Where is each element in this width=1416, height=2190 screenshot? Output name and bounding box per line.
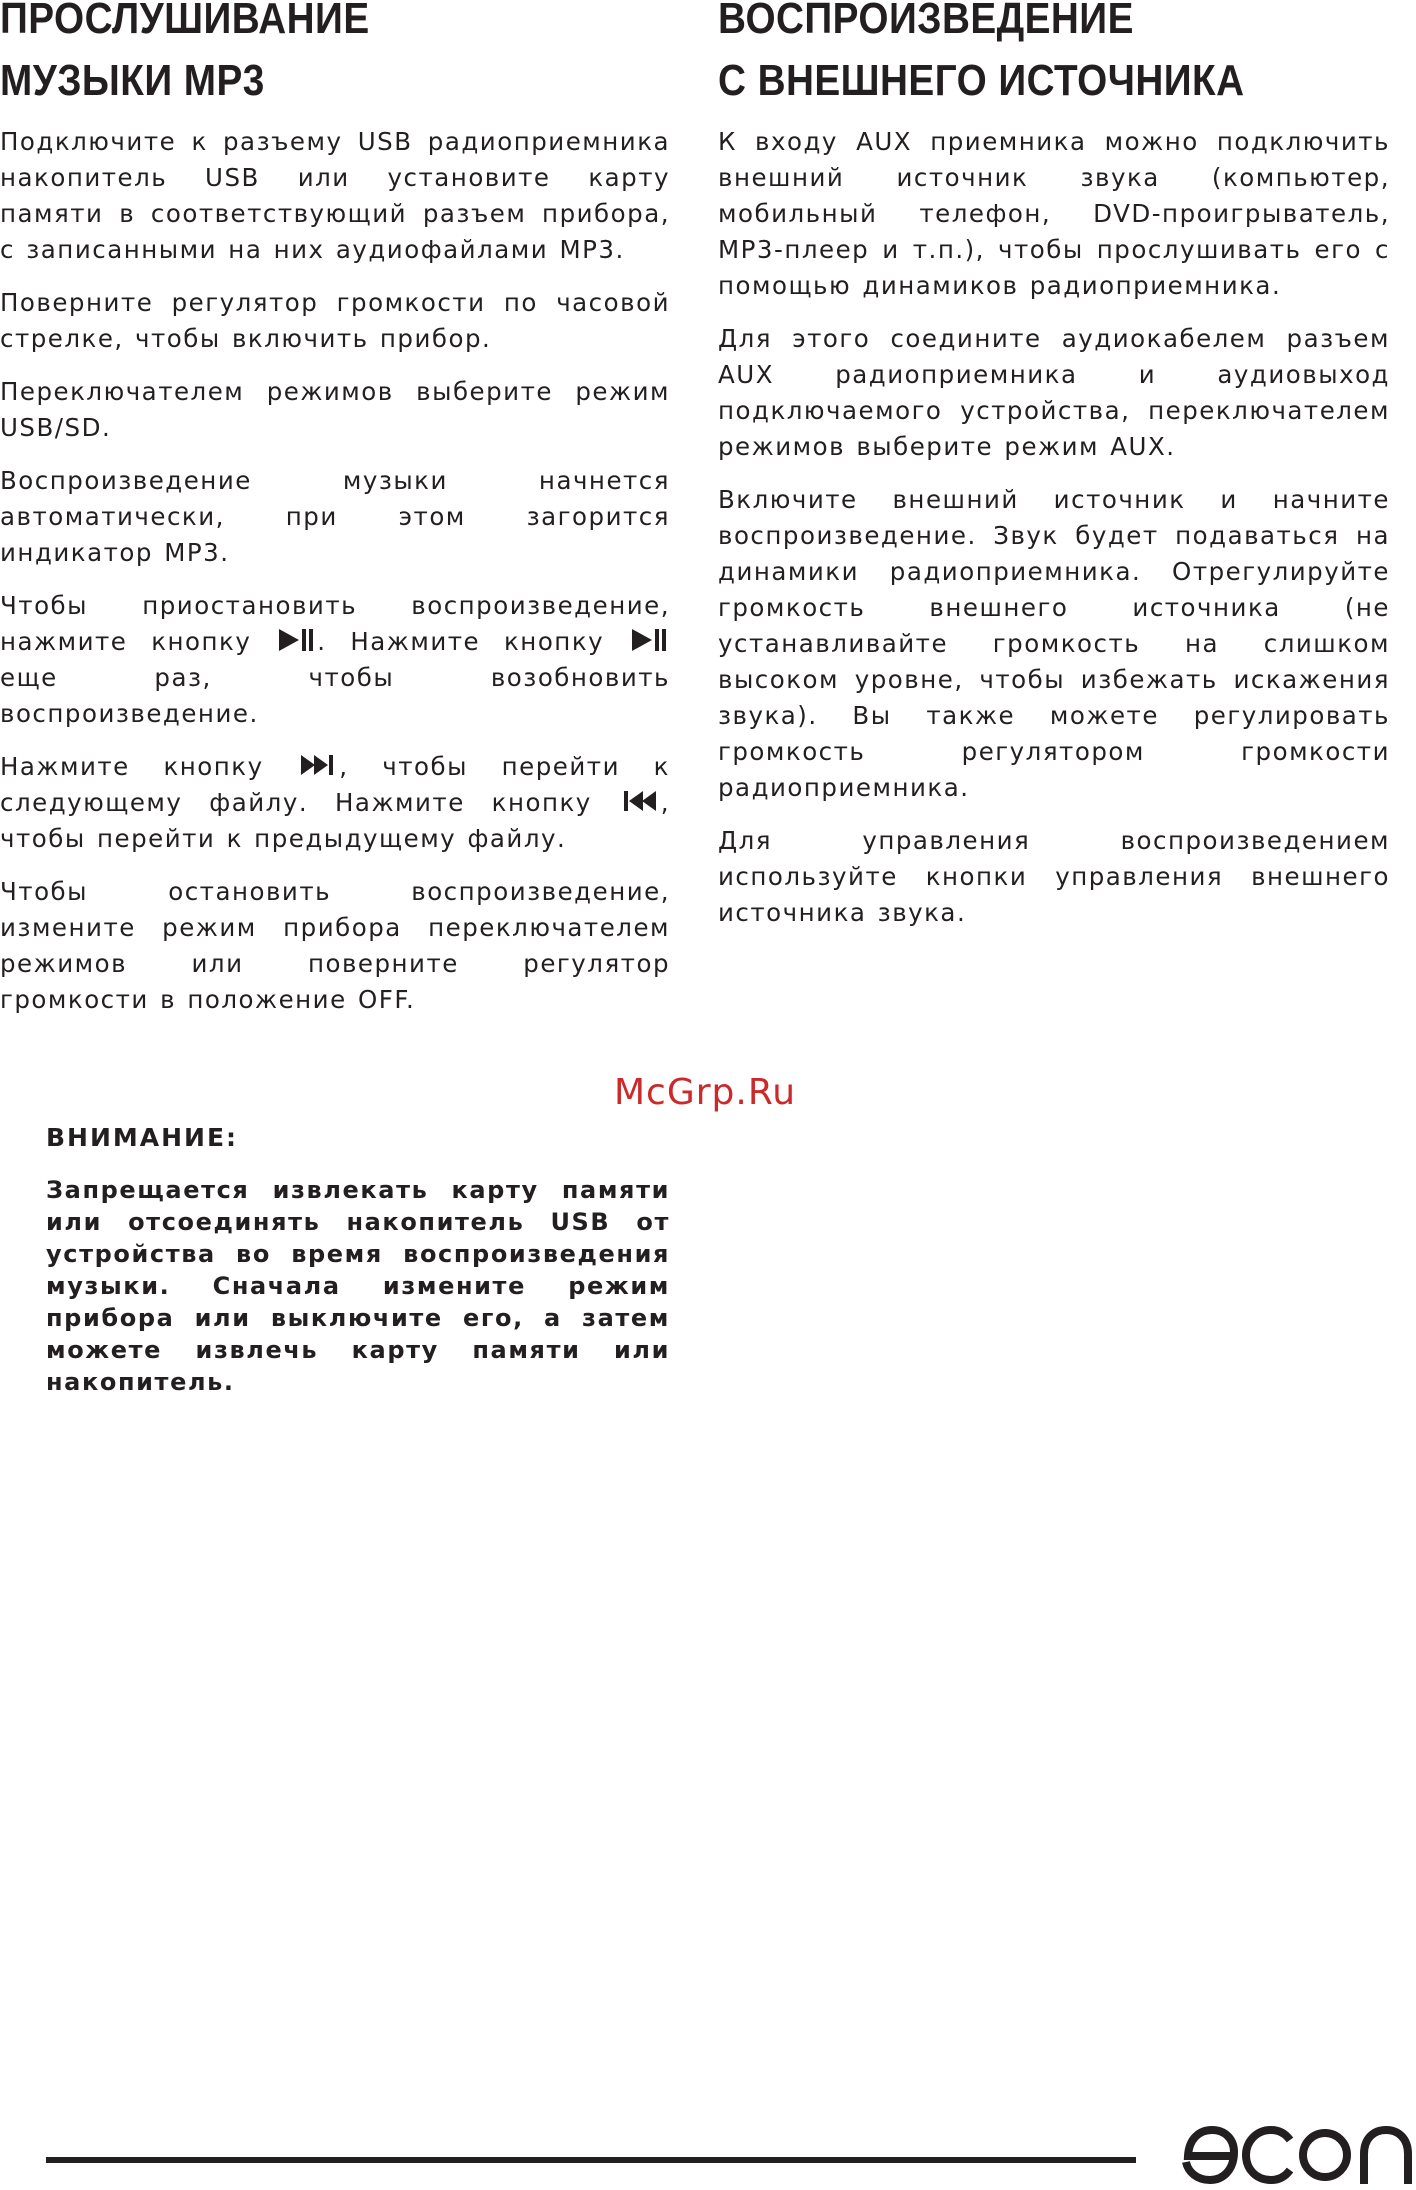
left-paragraph-4: Воспроизведение музыки начнется автоматически, при этом загорится индикатор MP3. xyxy=(0,466,670,567)
left-paragraph-5-b: . Нажмите кнопку xyxy=(317,627,605,656)
econ-logo-graphic xyxy=(1182,2118,1416,2186)
left-paragraph-1: Подключите к разъему USB радиоприемника накопитель USB или установите карту памяти в соответствующий разъем прибора, с записанными на них аудиофайлами MP3. xyxy=(0,127,670,264)
econ-logo xyxy=(1182,2118,1416,2186)
warning-title: ВНИМАНИЕ: xyxy=(46,1123,239,1152)
right-paragraph-2: Для этого соедините аудиокабелем разъем AUX радиоприемника и аудиовыход подключаемого устройства, переключателем режимов выберите режим AUX. xyxy=(718,324,1390,461)
left-section-title xyxy=(0,0,670,112)
right-paragraph-1: К входу AUX приемника можно подключить внешний источник звука (компьютер, мобильный телефон, DVD-проигрыватель, MP3-плеер и т.п.), чтобы прослушивать его с помощью динамиков радиоприемника. xyxy=(718,127,1390,300)
left-title-line2: МУЗЫКИ MP3 xyxy=(0,56,265,105)
left-paragraph-7: Чтобы остановить воспроизведение, измените режим прибора переключателем режимов или поверните регулятор громкости в положение OFF. xyxy=(0,877,670,1014)
left-paragraph-6-a: Нажмите кнопку xyxy=(0,752,264,781)
warning-text: Запрещается извлекать карту памяти или отсоединять накопитель USB от устройства во время воспроизведения музыки. Сначала измените режим прибора или выключите его, а затем можете извлечь карту памяти или накопитель. xyxy=(46,1176,670,1396)
previous-track-icon xyxy=(621,788,659,814)
left-paragraph-5-a: Чтобы приостановить воспроизведение, нажмите кнопку xyxy=(0,591,670,656)
footer-divider xyxy=(46,2157,1136,2163)
watermark: McGrp.Ru xyxy=(614,1072,797,1113)
left-paragraph-6-b: , чтобы перейти к следующему файлу. Нажмите кнопку xyxy=(0,752,670,817)
warning-block xyxy=(46,1120,670,1398)
right-paragraph-3: Включите внешний источник и начните воспроизведение. Звук будет подаваться на динамики радиоприемника. Отрегулируйте громкость внешнего источника (не устанавливайте громкость на слишком высоком уровне, чтобы избежать искажения звука). Вы также можете регулировать громкость регулятором громкости радиоприемника. xyxy=(718,485,1390,802)
left-paragraph-6-c: , чтобы перейти к предыдущему файлу. xyxy=(0,788,670,853)
next-track-icon xyxy=(299,752,337,778)
left-paragraph-2: Поверните регулятор громкости по часовой стрелке, чтобы включить прибор. xyxy=(0,288,670,353)
left-paragraph-5 xyxy=(0,588,670,732)
right-paragraph-4: Для управления воспроизведением используйте кнопки управления внешнего источника звука. xyxy=(718,826,1390,927)
right-section-title xyxy=(718,0,1390,112)
right-title-line1: ВОСПРОИЗВЕДЕНИЕ xyxy=(718,0,1134,43)
left-title-line1: ПРОСЛУШИВАНИЕ xyxy=(0,0,370,43)
left-paragraph-5-c: еще раз, чтобы возобновить воспроизведение. xyxy=(0,663,670,728)
left-column xyxy=(0,0,670,1035)
left-paragraph-6 xyxy=(0,749,670,857)
play-pause-icon xyxy=(630,627,668,653)
right-title-line2: С ВНЕШНЕГО ИСТОЧНИКА xyxy=(718,56,1245,105)
right-column xyxy=(718,0,1390,948)
left-paragraph-3: Переключателем режимов выберите режим USB/SD. xyxy=(0,377,670,442)
play-pause-icon xyxy=(277,627,315,653)
